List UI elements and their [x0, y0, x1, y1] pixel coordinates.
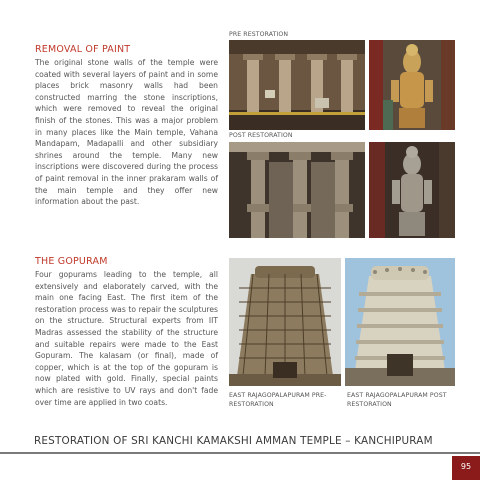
caption-pre-restoration: PRE RESTORATION	[229, 31, 289, 38]
section-heading-removal-of-paint: REMOVAL OF PAINT	[35, 44, 131, 55]
caption-east-gopuram-post: EAST RAJAGOPALAPURAM POST RESTORATION	[347, 392, 447, 408]
footer-title: RESTORATION OF SRI KANCHI KAMAKSHI AMMAN TEMPLE – KANCHIPURAM	[34, 435, 433, 447]
photo-pre-restoration-pillars	[229, 40, 365, 130]
photo-east-gopuram-pre-restoration	[229, 258, 341, 386]
page-number: 95	[452, 456, 480, 480]
footer-divider	[0, 452, 480, 454]
photo-post-restoration-sculpture	[369, 142, 455, 238]
section-body-gopuram: Four gopurams leading to the temple, all extensively and elaborately carved, with the main one facing East. The first item of the restoration process was to repair the sculptures on the structure. Structural experts from IIT Madras assessed the stability of the structure and suitable repairs were made to the East Gopuram. The kalasam (or final), made of copper, which is at the top of the gopuram is now plated with gold. Finally, special paints which are resistive to UV rays and don't fade over time are applied in two coats.	[35, 270, 218, 407]
photo-pre-restoration-sculpture	[369, 40, 455, 130]
section-heading-gopuram: THE GOPURAM	[35, 256, 108, 267]
photo-east-gopuram-post-restoration	[345, 258, 455, 386]
caption-post-restoration: POST RESTORATION	[229, 132, 293, 139]
photo-post-restoration-pillars	[229, 142, 365, 238]
caption-east-gopuram-pre: EAST RAJAGOPALAPURAM PRE-RESTORATION	[229, 392, 327, 408]
section-body-removal-of-paint: The original stone walls of the temple were coated with several layers of paint and in some places brick masonry walls had been constructed marring the stone inscriptions, which were removed to reveal the original finish of the stones. This was a major problem in many places like the Main temple, Vahana Mandapam, Madapalli and other subsidiary shrines around the temple. Many new inscriptions were discovered during the process of paint removal in the inner prakaram walls of the main temple and they offer new information about the past.	[35, 58, 218, 207]
